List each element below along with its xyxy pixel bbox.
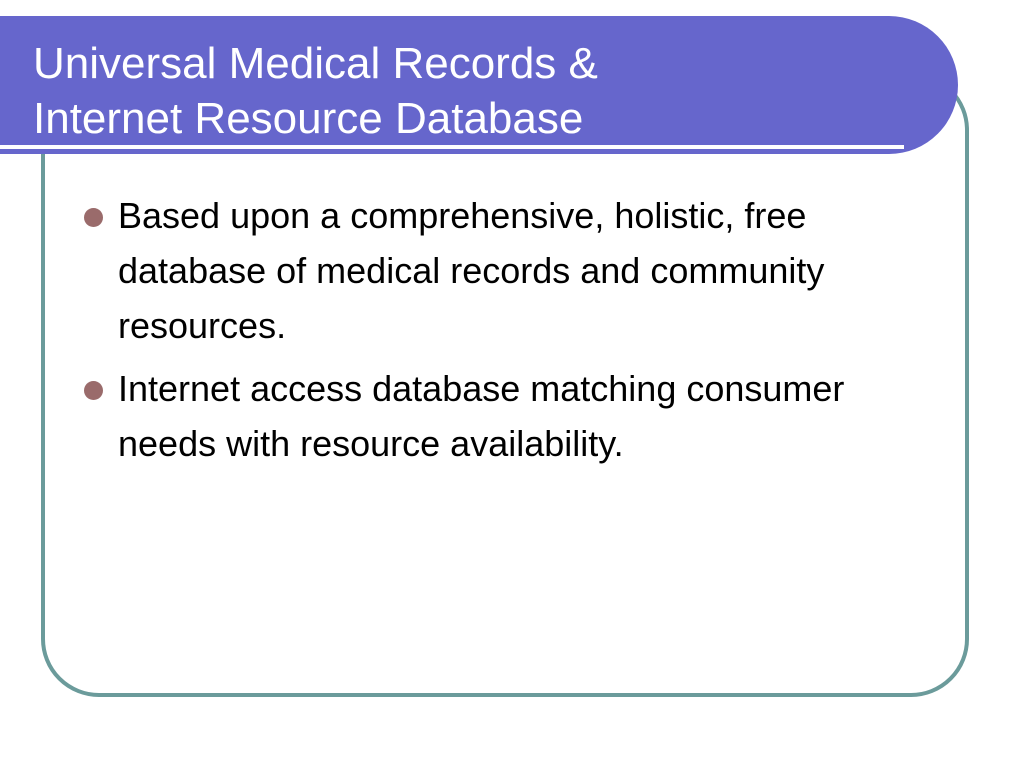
bullet-item [82,361,912,471]
bullet-text: Internet access database matching consumer needs with resource availability. [118,368,845,464]
title-bar [0,16,958,154]
title-line-1: Universal Medical Records & [33,39,598,88]
slide-title [33,36,598,146]
bullet-text: Based upon a comprehensive, holistic, free database of medical records and community resources. [118,195,825,346]
bullet-item [82,188,912,353]
title-underline [0,145,904,149]
bullet-dot-icon [84,208,103,227]
bullet-dot-icon [84,381,103,400]
bullet-list [82,188,912,479]
title-line-2: Internet Resource Database [33,94,584,143]
